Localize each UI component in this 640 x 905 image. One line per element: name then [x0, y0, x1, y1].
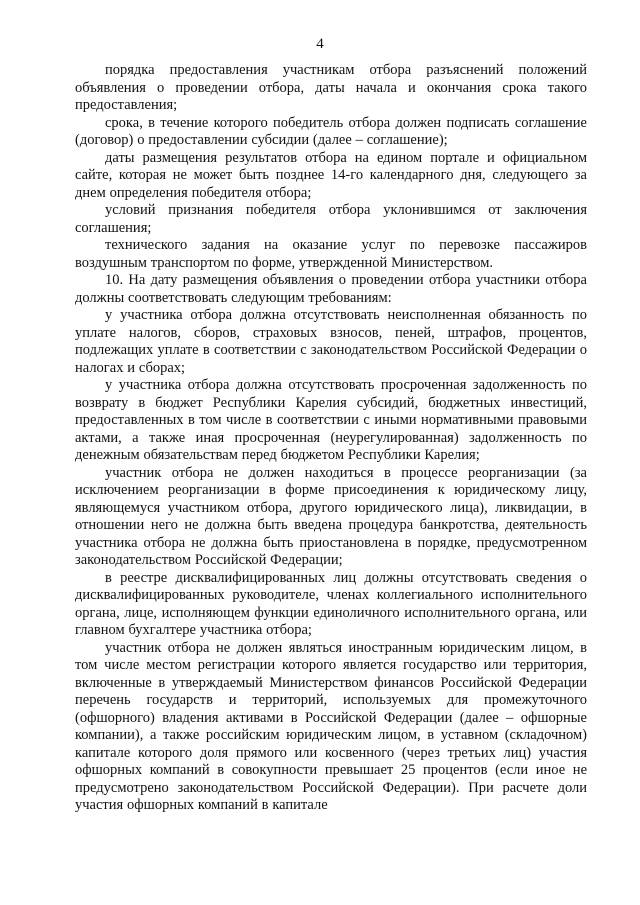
paragraph: участник отбора не должен являться иностранным юридическим лицом, в том числе местом регистрации которого является государство или территория, включенные в утверждаемый Министерством финансов Российской Федерации перечень государств и территорий, используемых для промежуточного (офшорного) владения активами в Российской Федерации (далее – офшорные компании), а также российским юридическим лицом, в уставном (складочном) капитале которого доля прямого или косвенного (через третьих лиц) участия офшорных компаний в совокупности превышает 25 процентов (если иное не предусмотрено законодательством Российской Федерации). При расчете доли участия офшорных компаний в капитале — [75, 639, 587, 813]
page-number: 4 — [316, 36, 324, 52]
paragraph: технического задания на оказание услуг по перевозке пассажиров воздушным транспортом по форме, утвержденной Министерством. — [75, 237, 587, 271]
paragraph: даты размещения результатов отбора на едином портале и официальном сайте, которая не может быть позднее 14-го календарного дня, следующего за днем определения победителя отбора; — [75, 149, 587, 201]
paragraph: срока, в течение которого победитель отбора должен подписать соглашение (договор) о предоставлении субсидии (далее – соглашение); — [75, 114, 587, 148]
paragraph: порядка предоставления участникам отбора разъяснений положений объявления о проведении отбора, даты начала и окончания срока такого предоставления; — [75, 62, 587, 113]
paragraph: в реестре дисквалифицированных лиц должны отсутствовать сведения о дисквалифицированных руководителе, членах коллегиального исполнительного органа, лице, исполняющем функции единоличного исполнительного органа, или главном бухгалтере участника отбора; — [75, 569, 587, 638]
paragraph: 10. На дату размещения объявления о проведении отбора участники отбора должны соответствовать следующим требованиям: — [75, 272, 587, 306]
document-body — [75, 62, 587, 815]
paragraph: у участника отбора должна отсутствовать неисполненная обязанность по уплате налогов, сборов, страховых взносов, пеней, штрафов, процентов, подлежащих уплате в соответствии с законодательством Российской Федерации о налогах и сборах; — [75, 307, 587, 376]
paragraph: у участника отбора должна отсутствовать просроченная задолженность по возврату в бюджет Республики Карелия субсидий, бюджетных инвестиций, предоставленных в том числе в соответствии с иными нормативными правовыми актами, а также иная просроченная (неурегулированная) задолженность по денежным обязательствам перед бюджетом Республики Карелия; — [75, 377, 587, 463]
paragraph: условий признания победителя отбора уклонившимся от заключения соглашения; — [75, 202, 587, 236]
paragraph: участник отбора не должен находиться в процессе реорганизации (за исключением реорганизации в форме присоединения к юридическому лицу, являющемуся участником отбора, другого юридического лица), ликвидации, в отношении него не должна быть введена процедура банкротства, деятельность участника отбора не должна быть приостановлена в порядке, предусмотренном законодательством Российской Федерации; — [75, 464, 587, 568]
